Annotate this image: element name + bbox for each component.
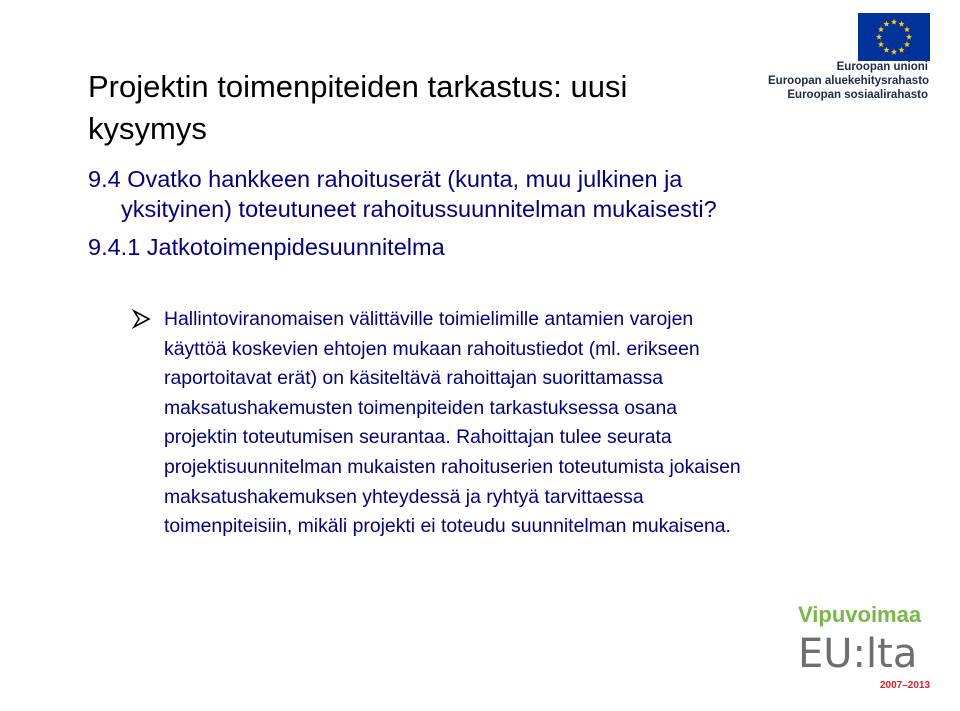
years-label: 2007–2013: [880, 680, 931, 691]
bullet-line: käyttöä koskevien ehtojen mukaan rahoitustiedot (ml. erikseen: [164, 337, 700, 360]
bullet-line: projektisuunnitelman mukaisten rahoituserien toteutumista jokaisen: [164, 455, 741, 478]
slide-title-line: Projektin toimenpiteiden tarkastus: uusi: [88, 69, 628, 104]
eu-logo-text: [768, 60, 928, 102]
bullet-text: [164, 305, 884, 542]
slide-title-line: kysymys: [88, 111, 207, 146]
arrow-bullet-shape: [134, 311, 149, 327]
bullet-line: maksatushakemuksen yhteydessä ja ryhtyä tarvittaessa: [164, 485, 644, 508]
eulta-word: EU:lta: [798, 631, 918, 677]
eu-logo-line: Euroopan aluekehitysrahasto: [768, 75, 930, 87]
eu-logo-line: Euroopan unioni: [836, 61, 928, 73]
slide-title: [88, 66, 768, 150]
bullet-line: maksatushakemusten toimenpiteiden tarkastuksessa osana: [164, 396, 678, 419]
bullet-line: Hallintoviranomaisen välittäville toimielimille antamien varojen: [164, 308, 694, 330]
arrow-bullet-icon: [132, 309, 152, 329]
question-9-4-line: yksityinen) toteutuneet rahoitussuunnitelman mukaisesti?: [121, 196, 717, 222]
eu-logo-line: Euroopan sosiaalirahasto: [787, 89, 928, 101]
question-9-4-1: 9.4.1 Jatkotoimenpidesuunnitelma: [88, 234, 445, 260]
bullet-line: raportoitavat erät) on käsiteltävä rahoittajan suorittamassa: [164, 367, 664, 390]
question-9-4: [88, 164, 848, 224]
bullet-line: toimenpiteisiin, mikäli projekti ei toteudu suunnitelman mukaisena.: [164, 515, 731, 538]
vipuvoimaa-word: Vipuvoimaa: [798, 602, 922, 627]
vipuvoimaa-logo: [796, 600, 946, 695]
eu-flag-icon: [858, 13, 930, 61]
question-9-4-line: 9.4 Ovatko hankkeen rahoituserät (kunta, muu julkinen ja: [88, 166, 683, 192]
bullet-line: projektin toteutumisen seurantaa. Rahoittajan tulee seurata: [164, 426, 672, 449]
